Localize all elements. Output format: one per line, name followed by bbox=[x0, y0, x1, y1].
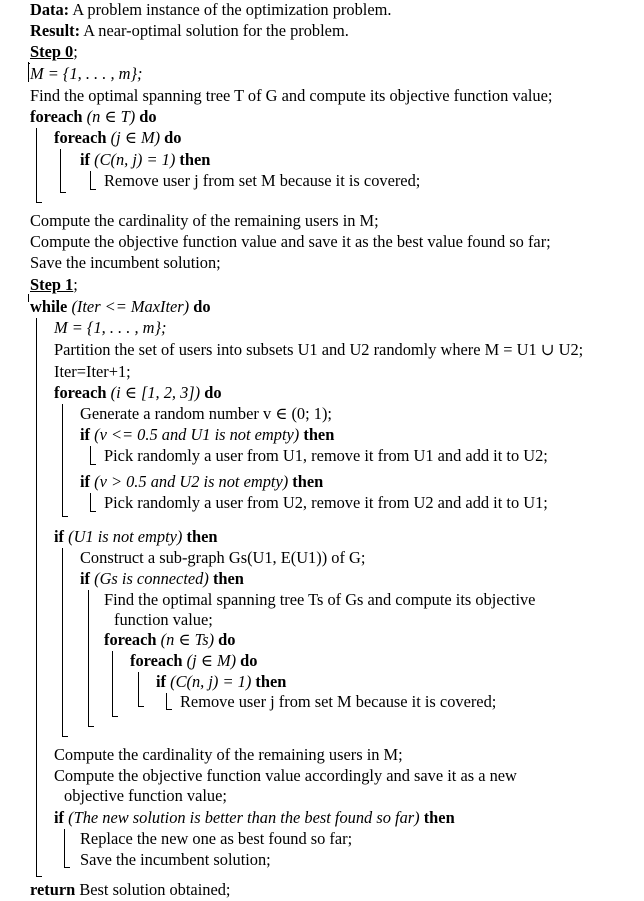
if3-line bbox=[80, 472, 323, 492]
foreach1-bar-end bbox=[36, 202, 42, 203]
foreach3-kw: foreach bbox=[54, 383, 107, 402]
find-tree-line bbox=[30, 86, 552, 106]
foreach5-bar bbox=[138, 672, 139, 706]
if1-kw: if bbox=[80, 150, 91, 169]
if4-bar bbox=[62, 548, 63, 736]
foreach3-bar bbox=[62, 404, 63, 516]
card2-line: Compute the cardinality of the remaining users in M; bbox=[54, 745, 403, 764]
foreach1-kw: foreach bbox=[30, 107, 83, 126]
if2-bar-end bbox=[90, 464, 96, 465]
foreach2-cond: (j ∈ M) bbox=[110, 128, 161, 147]
if2-kw: if bbox=[80, 425, 91, 444]
if6-line bbox=[156, 672, 286, 692]
foreach2-bar-end bbox=[60, 192, 66, 193]
foreach4-line bbox=[104, 630, 235, 650]
foreach3-do: do bbox=[204, 383, 222, 402]
foreach5-bar-end bbox=[138, 706, 144, 707]
remove1-line: Remove user j from set M because it is covered; bbox=[104, 171, 421, 190]
foreach2-do: do bbox=[164, 128, 182, 147]
if5-bar bbox=[88, 590, 89, 726]
if7-line bbox=[54, 808, 455, 828]
if3-kw: if bbox=[80, 472, 91, 491]
if1-then: then bbox=[179, 150, 211, 169]
save1-line: Save the incumbent solution; bbox=[30, 253, 221, 272]
step0-line bbox=[30, 42, 78, 62]
construct-line: Construct a sub-graph Gs(U1, E(U1)) of G; bbox=[80, 548, 366, 567]
if2-line bbox=[80, 425, 334, 445]
data-text: A problem instance of the optimization problem. bbox=[72, 0, 392, 19]
if5-line bbox=[80, 569, 244, 589]
foreach1-do: do bbox=[139, 107, 157, 126]
pick1-line: Pick randomly a user from U1, remove it from U1 and add it to U2; bbox=[104, 446, 548, 465]
obj2-line-b: objective function value; bbox=[64, 786, 227, 805]
if6-bar-end bbox=[166, 709, 172, 710]
init-m2-line: M = {1, . . . , m}; bbox=[54, 318, 167, 337]
if4-then: then bbox=[186, 527, 218, 546]
obj2-line-a: Compute the objective function value accordingly and save it as a new bbox=[54, 766, 517, 785]
foreach2-line bbox=[54, 128, 181, 148]
partition-line: Partition the set of users into subsets U1 and U2 randomly where M = U1 ∪ U2; bbox=[54, 340, 584, 359]
foreach3-line bbox=[54, 383, 222, 403]
result-label: Result: bbox=[30, 21, 81, 40]
obj1-line: Compute the objective function value and save it as the best value found so far; bbox=[30, 232, 551, 251]
foreach1-bar bbox=[36, 128, 37, 202]
foreach5-line bbox=[130, 651, 257, 671]
foreach3-cond: (i ∈ [1, 2, 3]) bbox=[110, 383, 201, 402]
if6-cond: (C(n, j) = 1) bbox=[170, 672, 252, 691]
if7-cond: (The new solution is better than the best found so far) bbox=[68, 808, 420, 827]
foreach4-do: do bbox=[218, 630, 236, 649]
if3-bar-end bbox=[90, 511, 96, 512]
if1-bar-end bbox=[90, 189, 96, 190]
find-tree2-line-b: function value; bbox=[114, 610, 213, 629]
if2-bar bbox=[90, 446, 91, 464]
if3-bar bbox=[90, 493, 91, 511]
data-line bbox=[30, 0, 391, 20]
step1-bar bbox=[28, 294, 29, 302]
card1-line: Compute the cardinality of the remaining users in M; bbox=[30, 211, 379, 230]
if6-then: then bbox=[255, 672, 287, 691]
foreach4-bar-end bbox=[112, 716, 118, 717]
if2-cond: (v <= 0.5 and U1 is not empty) bbox=[94, 425, 300, 444]
foreach1-cond: (n ∈ T) bbox=[86, 107, 136, 126]
while-bar bbox=[36, 318, 37, 876]
if7-then: then bbox=[423, 808, 455, 827]
while-cond: (Iter <= MaxIter) bbox=[71, 297, 190, 316]
iter-line: Iter=Iter+1; bbox=[54, 362, 131, 381]
step0-bar bbox=[28, 62, 29, 82]
if1-cond: (C(n, j) = 1) bbox=[94, 150, 176, 169]
foreach5-cond: (j ∈ M) bbox=[186, 651, 237, 670]
find-tree2-line-a: Find the optimal spanning tree Ts of Gs and compute its objective bbox=[104, 590, 536, 609]
return-line bbox=[30, 880, 230, 900]
while-do: do bbox=[193, 297, 211, 316]
while-line bbox=[30, 297, 211, 317]
step1-label: Step 1 bbox=[30, 275, 74, 294]
step1-semicolon: ; bbox=[73, 275, 78, 294]
foreach3-bar-end bbox=[62, 516, 68, 517]
foreach1-line bbox=[30, 107, 157, 127]
pick2-line: Pick randomly a user from U2, remove it from U2 and add it to U1; bbox=[104, 493, 548, 512]
while-kw: while bbox=[30, 297, 68, 316]
foreach4-kw: foreach bbox=[104, 630, 157, 649]
if4-line bbox=[54, 527, 217, 547]
if7-bar bbox=[64, 829, 65, 867]
foreach2-bar bbox=[60, 149, 61, 192]
init-m-line: M = {1, . . . , m}; bbox=[30, 64, 143, 83]
step0-semicolon: ; bbox=[73, 42, 78, 61]
if6-bar bbox=[166, 693, 167, 709]
result-line bbox=[30, 21, 349, 41]
return-kw: return bbox=[30, 880, 76, 899]
foreach2-kw: foreach bbox=[54, 128, 107, 147]
data-label: Data: bbox=[30, 0, 70, 19]
step0-label: Step 0 bbox=[30, 42, 74, 61]
find-tree-text: Find the optimal spanning tree T of G and compute its objective function value; bbox=[30, 86, 553, 105]
if4-bar-end bbox=[62, 736, 68, 737]
if7-kw: if bbox=[54, 808, 65, 827]
if5-bar-end bbox=[88, 726, 94, 727]
foreach5-kw: foreach bbox=[130, 651, 183, 670]
foreach4-cond: (n ∈ Ts) bbox=[160, 630, 215, 649]
if4-kw: if bbox=[54, 527, 65, 546]
if1-bar bbox=[90, 171, 91, 189]
if2-then: then bbox=[303, 425, 335, 444]
foreach4-bar bbox=[112, 651, 113, 716]
step1-line bbox=[30, 275, 78, 295]
remove2-line: Remove user j from set M because it is covered; bbox=[180, 692, 497, 711]
result-text: A near-optimal solution for the problem. bbox=[83, 21, 349, 40]
if1-line bbox=[80, 150, 210, 170]
if7-bar-end bbox=[64, 867, 70, 868]
if4-cond: (U1 is not empty) bbox=[68, 527, 183, 546]
gen-random-line: Generate a random number v ∈ (0; 1); bbox=[80, 404, 332, 423]
replace-line: Replace the new one as best found so far; bbox=[80, 829, 353, 848]
if3-cond: (v > 0.5 and U2 is not empty) bbox=[94, 472, 289, 491]
if6-kw: if bbox=[156, 672, 167, 691]
if5-cond: (Gs is connected) bbox=[94, 569, 209, 588]
if3-then: then bbox=[292, 472, 324, 491]
while-bar-end bbox=[36, 876, 42, 877]
if5-then: then bbox=[212, 569, 244, 588]
return-text: Best solution obtained; bbox=[79, 880, 231, 899]
save2-line: Save the incumbent solution; bbox=[80, 850, 271, 869]
foreach5-do: do bbox=[240, 651, 258, 670]
if5-kw: if bbox=[80, 569, 91, 588]
